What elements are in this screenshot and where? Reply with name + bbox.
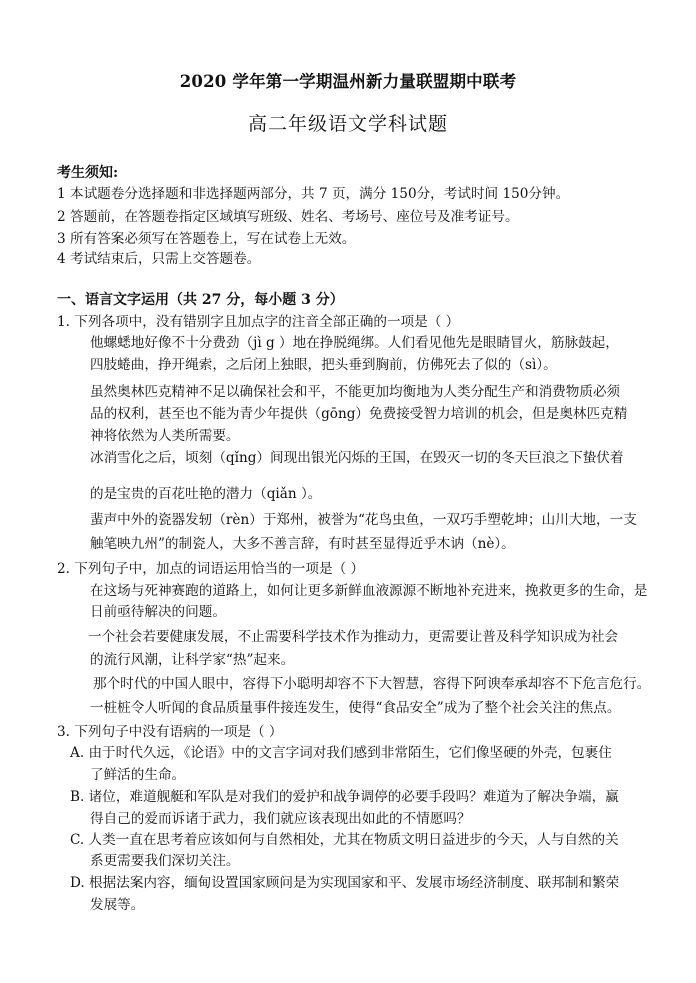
option-b: B. 诸位，难道舰艇和军队是对我们的爱护和战争调停的必要手段吗？难道为了解决争端，赢	[70, 789, 619, 805]
notice-item: 1 本试题卷分选择题和非选择题两部分，共 7 页，满分 150分，考试时间 150分钟。	[57, 186, 570, 202]
question-1-line: 冰消雪化之后，顷刻（qǐng）间现出银光闪烁的王国，在毁灭一切的冬天巨浪之下蛰伏着	[90, 450, 624, 466]
option-c: C. 人类一直在思考着应该如何与自然相处，尤其在物质文明日益进步的今天，人与自然的关	[70, 832, 619, 848]
question-2-line: 一桩桩令人听闻的食品质量事件接连发生，使得“食品安全”成为了整个社会关注的焦点。	[90, 700, 621, 716]
notice-item: 2 答题前，在答题卷指定区域填写班级、姓名、考场号、座位号及准考证号。	[57, 209, 519, 225]
question-1-line: 四肢蜷曲，挣开绳索，之后闭上独眼，把头垂到胸前，仿佛死去了似的（sì）。	[90, 357, 557, 373]
notice-heading: 考生须知:	[57, 165, 119, 181]
question-1-line: 他螺蟋地好像不十分费劲（jì g ）地在挣脱绳绑。人们看见他先是眼睛冒火，筋脉鼓起，	[90, 335, 619, 351]
question-1-stem: 1. 下列各项中，没有错别字且加点字的注音全部正确的一项是（ ）	[57, 314, 460, 330]
option-b-cont: 得自己的爱而诉诸于武力，我们就应该表现出如此的不情愿吗？	[90, 811, 471, 827]
option-c-cont: 系更需要我们深切关注。	[90, 853, 240, 869]
question-1-line: 神将依然为人类所需要。	[90, 428, 240, 444]
question-2-stem: 2. 下列句子中，加点的词语运用恰当的一项是（ ）	[57, 561, 365, 577]
section-heading: 一、语言文字运用（共 27 分，每小题 3 分）	[57, 292, 344, 308]
question-2-line: 在这场与死神赛跑的道路上，如何让更多新鲜血液源源不断地补充进来，挽救更多的生命，是	[90, 583, 648, 599]
exam-title: 2020 学年第一学期温州新力量联盟期中联考	[179, 72, 517, 91]
exam-subtitle: 高二年级语文学科试题	[247, 113, 448, 135]
question-2-line: 一个社会若要健康发展，不止需要科学技术作为推动力，更需要让普及科学知识成为社会	[88, 629, 619, 645]
question-1-line: 蜚声中外的瓷器发轫（rèn）于郑州，被誉为“花鸟虫鱼，一双巧手塑乾坤；山川大地，一支	[90, 512, 637, 528]
option-d: D. 根据法案内容，缅甸设置国家顾问是为实现国家和平、发展市场经济制度、联邦制和繁荣	[70, 875, 620, 891]
question-1-line: 虽然奥林匹克精神不足以确保社会和平，不能更加均衡地为人类分配生产和消费物质必须	[90, 384, 621, 400]
question-1-line: 的是宝贵的百花吐艳的潜力（qiǎn ）。	[90, 486, 322, 502]
question-1-line: 品的权利，甚至也不能为青少年提供（gōng）免费接受智力培训的机会，但是奥林匹克精	[90, 406, 628, 422]
option-d-cont: 发展等。	[90, 897, 145, 913]
question-2-line: 的流行风潮，让科学家“热”起来。	[90, 652, 295, 668]
question-2-line: 那个时代的中国人眼中，容得下小聪明却容不下大智慧，容得下阿谀奉承却容不下危言危行。	[93, 676, 651, 692]
option-a-cont: 了鲜活的生命。	[90, 767, 186, 783]
option-a: A. 由于时代久远，《论语》中的文言字词对我们感到非常陌生，它们像坚硬的外壳，包裹住	[70, 745, 612, 761]
question-3-stem: 3. 下列句子中没有语病的一项是（ ）	[57, 724, 283, 740]
notice-item: 3 所有答案必须写在答题卷上，写在试卷上无效。	[57, 231, 356, 247]
question-1-line: 触笔映九州”的制瓷人，大多不善言辞，有时甚至显得近乎木讷（nè）。	[90, 536, 515, 552]
question-2-line: 日前亟待解决的问题。	[90, 604, 226, 620]
notice-item: 4 考试结束后，只需上交答题卷。	[57, 251, 261, 267]
